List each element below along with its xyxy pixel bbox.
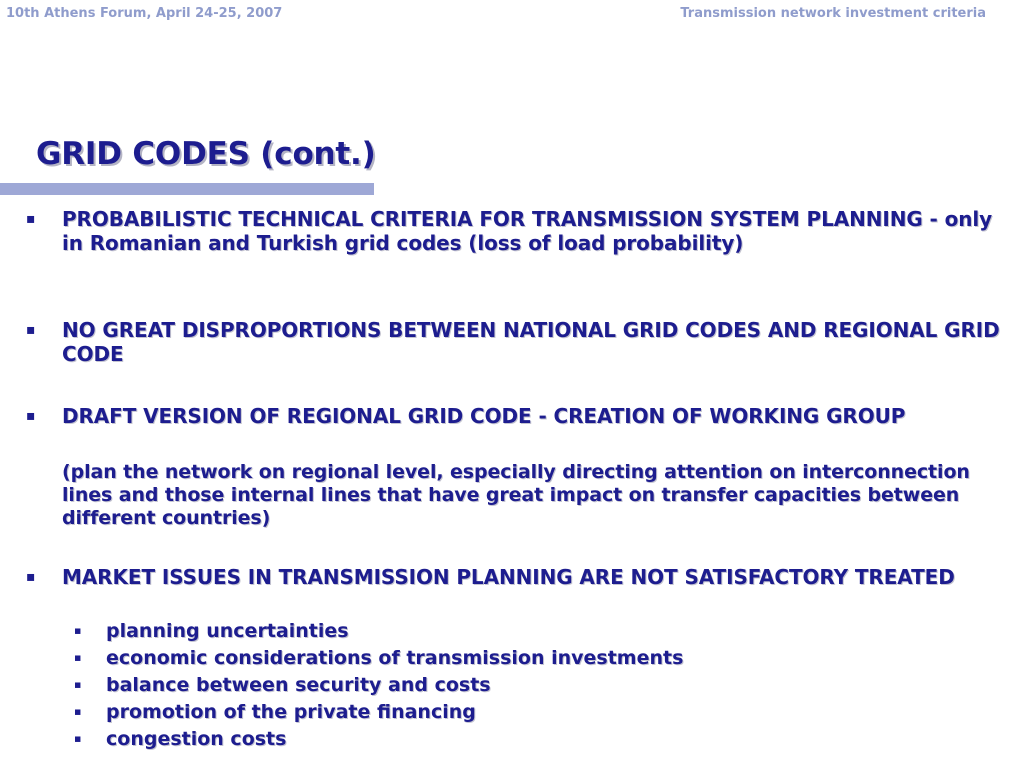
header-event-label: 10th Athens Forum, April 24-25, 2007 [6,6,283,21]
bullet-item-probabilistic-criteria [26,207,1012,255]
bullet-item-draft-version [26,404,1012,428]
square-bullet-icon: ▪ [26,408,36,424]
sub-item-planning-uncertainties [74,619,986,643]
sub-item-text: balance between security and costs [106,674,491,696]
sub-item-text: promotion of the private financing [106,701,476,723]
small-square-bullet-icon: ▪ [74,705,82,718]
header-topic-label: Transmission network investment criteria [680,6,986,21]
sub-item-congestion-costs [74,727,986,751]
sub-item-text: congestion costs [106,728,287,750]
bullet-text: DRAFT VERSION OF REGIONAL GRID CODE - CREATION OF WORKING GROUP [62,404,906,428]
sub-item-text: planning uncertainties [106,620,349,642]
small-square-bullet-icon: ▪ [74,678,82,691]
sub-item-balance-security-costs [74,673,986,697]
sub-item-economic-considerations [74,646,986,670]
small-square-bullet-icon: ▪ [74,732,82,745]
bullet-item-no-great-disproportions [26,318,1012,366]
sub-item-private-financing [74,700,986,724]
bullet-item-market-issues [26,565,1012,589]
small-square-bullet-icon: ▪ [74,624,82,637]
bullet-note-regional-plan: (plan the network on regional level, especially directing attention on interconnection lines and those internal lines that have great impact on transfer capacities between different countries) [62,461,970,529]
square-bullet-icon: ▪ [26,322,36,338]
slide-title: GRID CODES (cont.) [36,136,376,172]
small-square-bullet-icon: ▪ [74,651,82,664]
sub-item-text: economic considerations of transmission investments [106,647,684,669]
bullet-text: NO GREAT DISPROPORTIONS BETWEEN NATIONAL GRID CODES AND REGIONAL GRID CODE [62,318,1000,366]
bullet-text: PROBABILISTIC TECHNICAL CRITERIA FOR TRANSMISSION SYSTEM PLANNING - only in Romanian and Turkish grid codes (loss of load probability) [62,207,993,255]
square-bullet-icon: ▪ [26,211,36,227]
bullet-text: MARKET ISSUES IN TRANSMISSION PLANNING ARE NOT SATISFACTORY TREATED [62,565,955,589]
square-bullet-icon: ▪ [26,569,36,585]
